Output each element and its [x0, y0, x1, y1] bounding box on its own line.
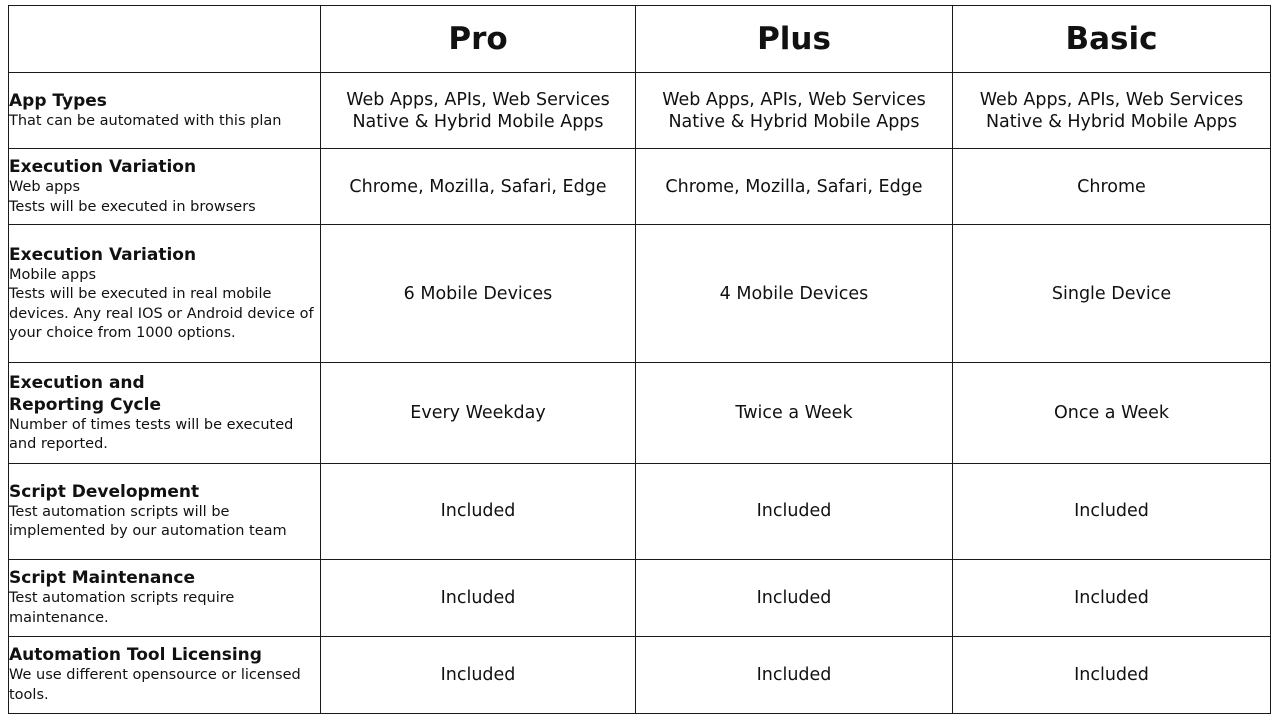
plus-value: Included	[636, 636, 953, 713]
pro-value: Included	[321, 463, 636, 559]
table-row	[9, 363, 1271, 463]
feature-cell	[9, 559, 321, 636]
feature-cell	[9, 463, 321, 559]
basic-value: Included	[953, 559, 1271, 636]
table-row	[9, 73, 1271, 149]
feature-title: App Types	[9, 90, 107, 111]
pro-value: Every Weekday	[321, 363, 636, 463]
feature-description: Test automation scripts require maintenance.	[9, 590, 235, 626]
plus-value: 4 Mobile Devices	[636, 225, 953, 363]
table-row	[9, 636, 1271, 713]
feature-description: Test automation scripts will be implemented by our automation team	[9, 503, 287, 540]
plus-value: Chrome, Mozilla, Safari, Edge	[636, 149, 953, 225]
pro-value: 6 Mobile Devices	[321, 225, 636, 363]
feature-title: Script Maintenance	[9, 568, 196, 589]
table-row	[9, 463, 1271, 559]
basic-value: Once a Week	[953, 363, 1271, 463]
plan-comparison-table	[8, 5, 1271, 714]
plus-value: Included	[636, 559, 953, 636]
feature-description: Mobile apps Tests will be executed in real mobile devices. Any real IOS or Android device of your choice from 1000 options.	[9, 266, 314, 342]
pro-value: Chrome, Mozilla, Safari, Edge	[321, 149, 636, 225]
table-row	[9, 559, 1271, 636]
feature-description: Web apps Tests will be executed in browsers	[9, 179, 256, 215]
pro-value: Included	[321, 636, 636, 713]
header-empty-cell	[9, 6, 321, 73]
feature-title: Execution Variation	[9, 244, 197, 265]
plan-header-pro: Pro	[321, 6, 636, 73]
feature-cell	[9, 149, 321, 225]
basic-value: Chrome	[953, 149, 1271, 225]
basic-value: Included	[953, 636, 1271, 713]
basic-value: Single Device	[953, 225, 1271, 363]
pro-value: Included	[321, 559, 636, 636]
feature-description: That can be automated with this plan	[9, 112, 282, 129]
feature-cell	[9, 73, 321, 149]
plus-value: Included	[636, 463, 953, 559]
feature-title: Automation Tool Licensing	[9, 645, 262, 666]
feature-title: Execution Variation	[9, 157, 197, 178]
feature-cell	[9, 636, 321, 713]
plan-header-plus: Plus	[636, 6, 953, 73]
feature-description: Number of times tests will be executed and reported.	[9, 416, 294, 453]
basic-value: Included	[953, 463, 1271, 559]
feature-title: Script Development	[9, 481, 200, 502]
feature-title: Execution and Reporting Cycle	[9, 372, 161, 415]
basic-value: Web Apps, APIs, Web Services Native & Hybrid Mobile Apps	[953, 73, 1271, 149]
feature-cell	[9, 225, 321, 363]
table-row	[9, 149, 1271, 225]
pro-value: Web Apps, APIs, Web Services Native & Hybrid Mobile Apps	[321, 73, 636, 149]
plus-value: Twice a Week	[636, 363, 953, 463]
feature-description: We use different opensource or licensed tools.	[9, 667, 301, 703]
feature-cell	[9, 363, 321, 463]
header-row	[9, 6, 1271, 73]
plus-value: Web Apps, APIs, Web Services Native & Hybrid Mobile Apps	[636, 73, 953, 149]
plan-header-basic: Basic	[953, 6, 1271, 73]
table-row	[9, 225, 1271, 363]
